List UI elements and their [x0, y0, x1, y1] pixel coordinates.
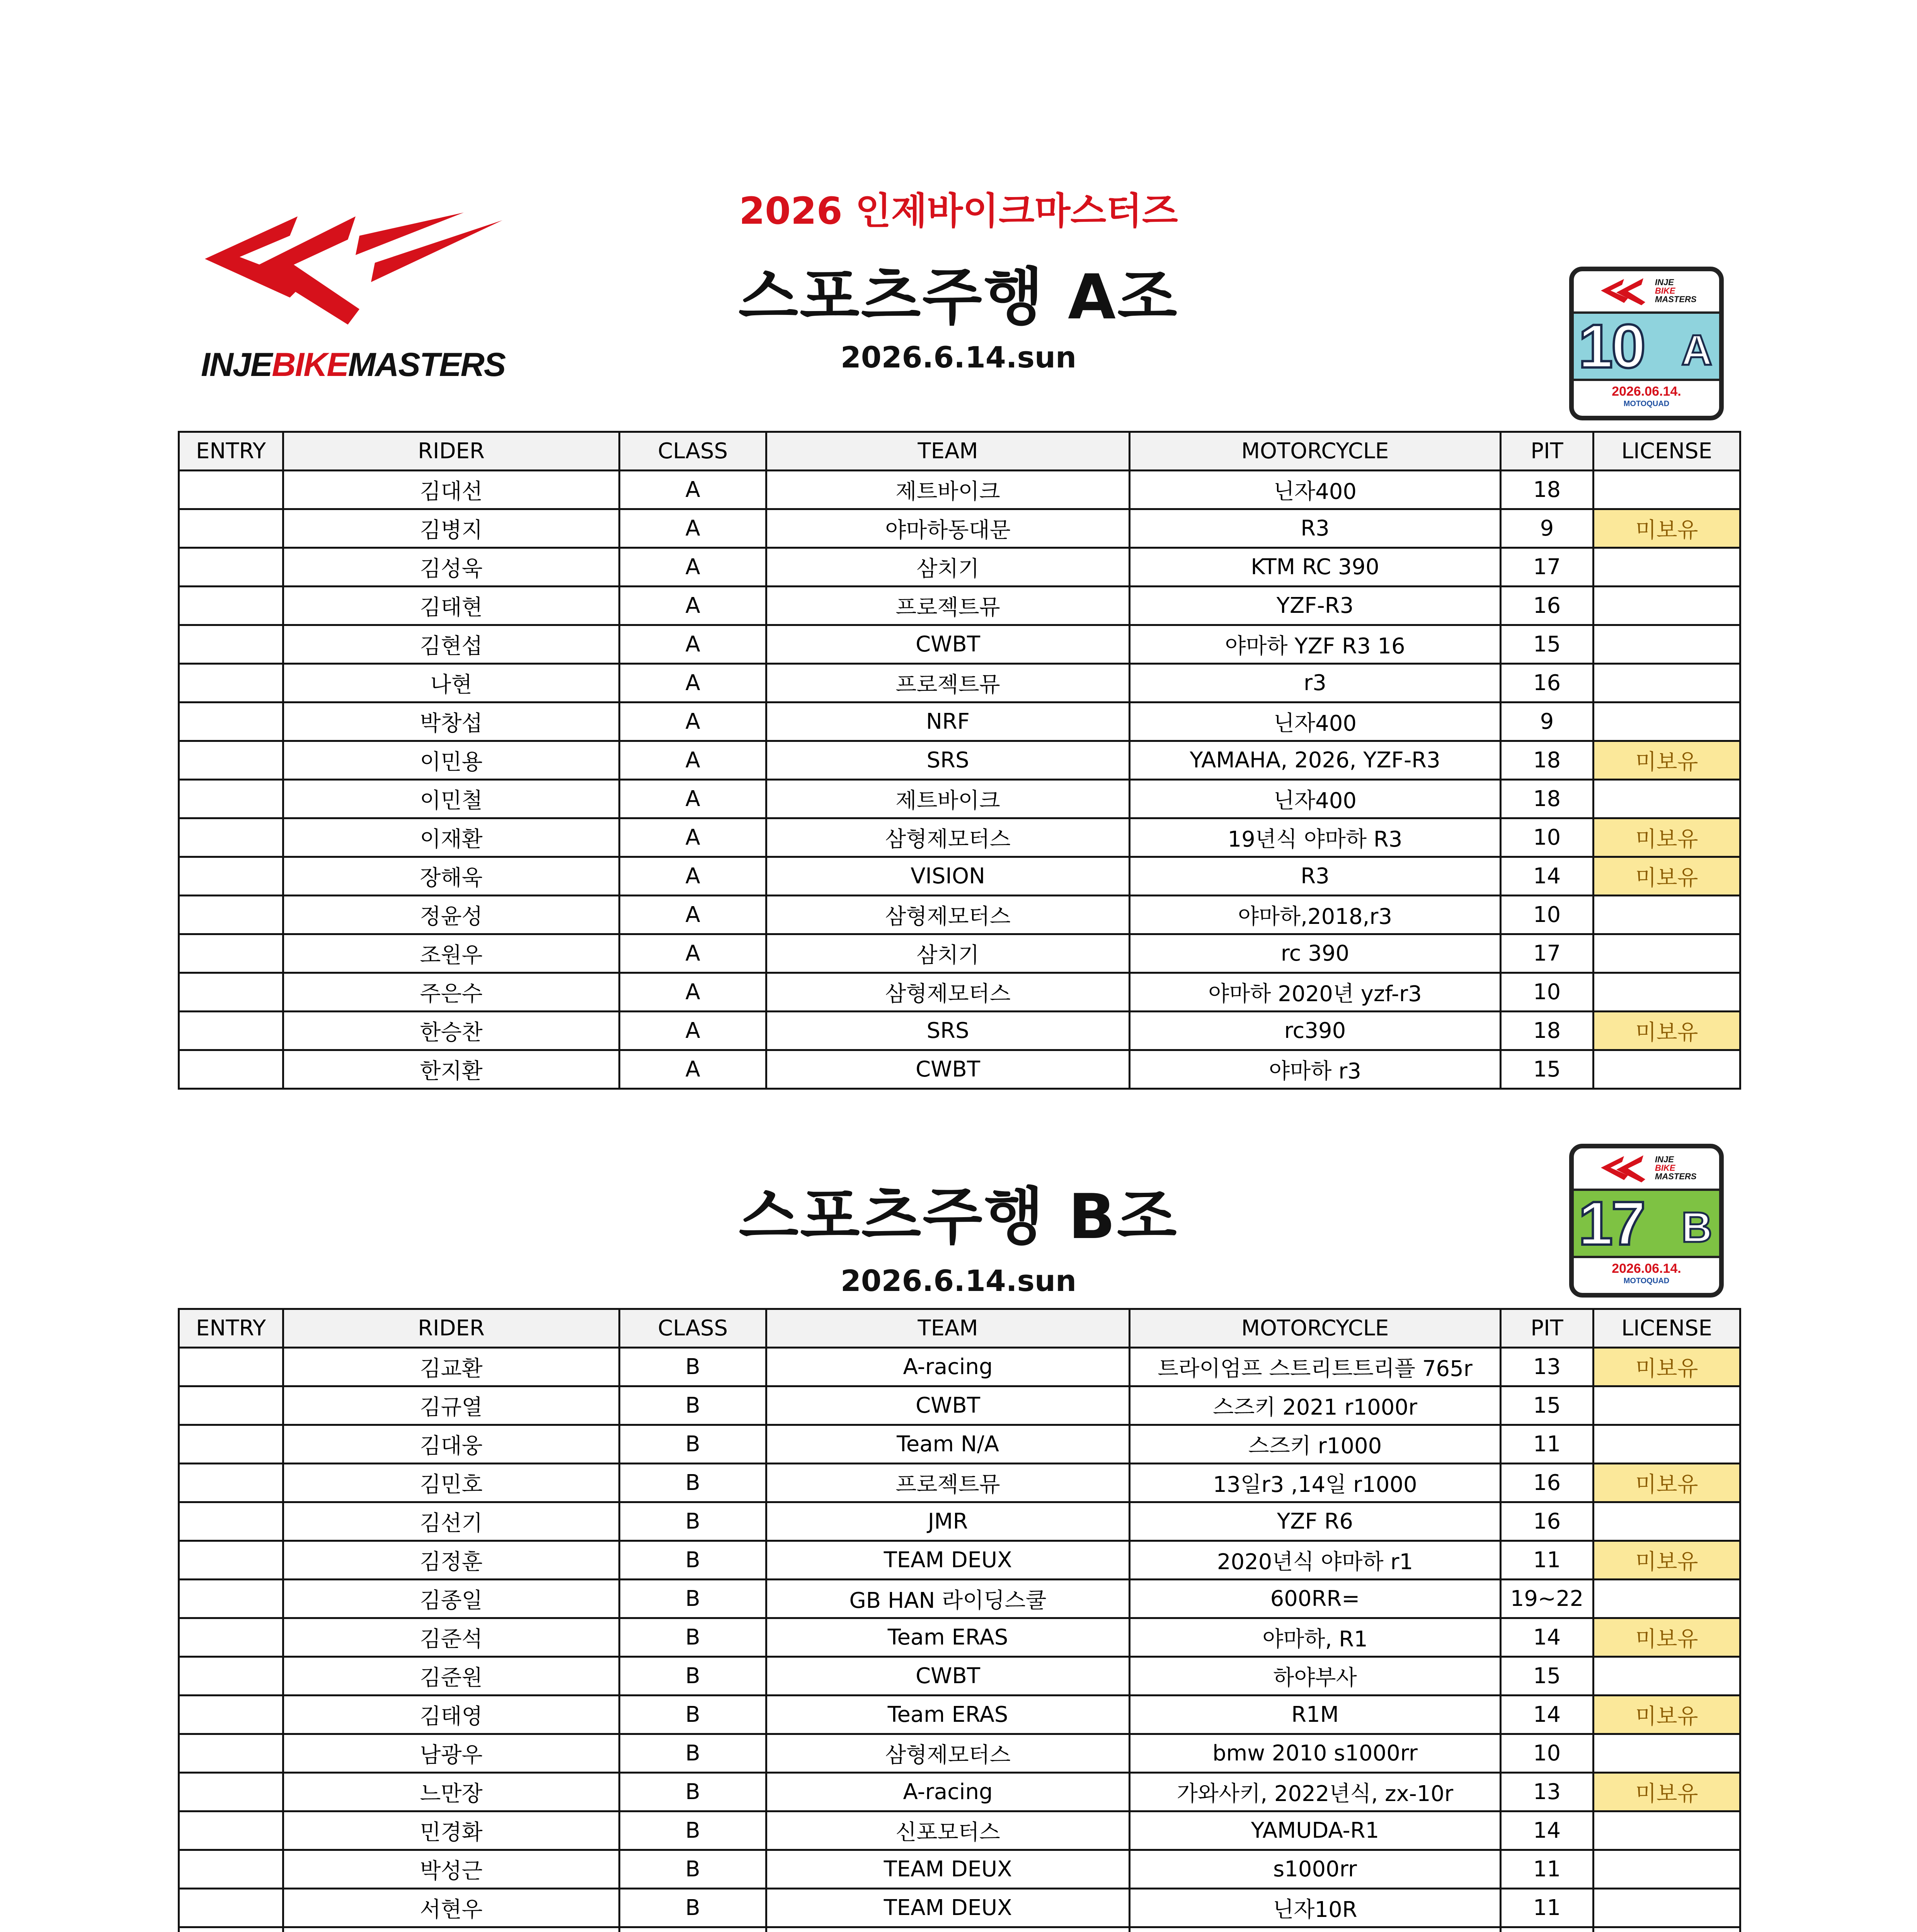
event-title: 2026 인제바이크마스터즈 [739, 189, 1178, 233]
cell-license [1594, 1811, 1740, 1850]
col-team: TEAM [766, 1309, 1130, 1348]
cell-class: A [620, 625, 766, 664]
cell-pit: 17 [1501, 548, 1594, 587]
cell-entry [179, 973, 283, 1012]
table-row [179, 1811, 1740, 1850]
table-row [179, 625, 1740, 664]
cell-motorcycle: YAMUDA-R1 [1130, 1811, 1501, 1850]
cell-license [1594, 1425, 1740, 1464]
cell-license [1594, 780, 1740, 818]
cell-pit: 11 [1501, 1850, 1594, 1889]
cell-license: 미보유 [1594, 1541, 1740, 1580]
table-row [179, 1927, 1740, 1932]
cell-pit: 13 [1501, 1348, 1594, 1386]
cell-team: CWBT [766, 625, 1130, 664]
col-class: CLASS [620, 1309, 766, 1348]
cell-motorcycle: 600RR= [1130, 1580, 1501, 1618]
cell-entry [179, 857, 283, 896]
cell-entry [179, 1811, 283, 1850]
cell-rider: 서현우 [283, 1889, 620, 1927]
cell-motorcycle: s1000rr [1130, 1850, 1501, 1889]
cell-motorcycle: 19년식 야마하 R3 [1130, 818, 1501, 857]
cell-team: 삼형제모터스 [766, 818, 1130, 857]
cell-rider: 김준원 [283, 1657, 620, 1696]
badge-number: 10 [1578, 311, 1644, 381]
cell-pit: 13 [1501, 1773, 1594, 1811]
cell-entry [179, 1696, 283, 1734]
cell-entry [179, 1773, 283, 1811]
cell-pit: 16 [1501, 587, 1594, 625]
cell-license [1594, 471, 1740, 509]
badge-letter: A [1681, 327, 1712, 374]
group-b-title: 스포츠주행 B조 [739, 1180, 1178, 1253]
cell-team: Team ERAS [766, 1618, 1130, 1657]
cell-team: 삼형제모터스 [766, 1734, 1130, 1773]
table-row [179, 1425, 1740, 1464]
cell-class: B [620, 1889, 766, 1927]
cell-pit: 18 [1501, 780, 1594, 818]
cell-class: A [620, 664, 766, 702]
badge-logo-text: INJE BIKE MASTERS [1655, 277, 1697, 304]
col-motorcycle: MOTORCYCLE [1130, 432, 1501, 471]
cell-class: B [620, 1464, 766, 1502]
table-row [179, 1464, 1740, 1502]
cell-team: 삼형제모터스 [766, 973, 1130, 1012]
col-pit: PIT [1501, 432, 1594, 471]
cell-class: A [620, 1012, 766, 1050]
col-license: LICENSE [1594, 1309, 1740, 1348]
cell-team: TEAM DEUX [766, 1541, 1130, 1580]
cell-entry [179, 1502, 283, 1541]
cell-license: 미보유 [1594, 1464, 1740, 1502]
cell-rider: 느만장 [283, 1773, 620, 1811]
cell-license: 미보유 [1594, 1696, 1740, 1734]
cell-entry [179, 1580, 283, 1618]
injebikemasters-logo [193, 209, 506, 386]
cell-class: B [620, 1657, 766, 1696]
cell-class: A [620, 780, 766, 818]
cell-license: 미보유 [1594, 1773, 1740, 1811]
cell-team: NRF [766, 702, 1130, 741]
cell-entry [179, 1348, 283, 1386]
cell-motorcycle: 하야부사 [1130, 1657, 1501, 1696]
cell-pit: 11 [1501, 1541, 1594, 1580]
cell-pit: 15 [1501, 1657, 1594, 1696]
cell-motorcycle: R3 [1130, 509, 1501, 548]
cell-rider: 정윤성 [283, 896, 620, 934]
badge-logo-icon [1601, 1152, 1655, 1183]
cell-pit: 14 [1501, 857, 1594, 896]
badge-letter: B [1681, 1204, 1712, 1251]
col-entry: ENTRY [179, 1309, 283, 1348]
table-row [179, 548, 1740, 587]
cell-rider: 한지환 [283, 1050, 620, 1089]
cell-team: CWBT [766, 1657, 1130, 1696]
cell-pit: 18 [1501, 1012, 1594, 1050]
cell-entry [179, 471, 283, 509]
cell-class: A [620, 741, 766, 780]
cell-license: 미보유 [1594, 1012, 1740, 1050]
cell-pit: 18 [1501, 471, 1594, 509]
cell-entry [179, 741, 283, 780]
cell-rider: 김병지 [283, 509, 620, 548]
cell-motorcycle: 야마하 r3 [1130, 1050, 1501, 1089]
cell-pit: 11 [1501, 1425, 1594, 1464]
cell-license: 미보유 [1594, 818, 1740, 857]
cell-entry [179, 625, 283, 664]
cell-rider: 김선기 [283, 1502, 620, 1541]
table-row [179, 1850, 1740, 1889]
table-row [179, 1734, 1740, 1773]
cell-entry [179, 1012, 283, 1050]
cell-rider [283, 1927, 620, 1932]
cell-team: TEAM DEUX [766, 1850, 1130, 1889]
cell-license [1594, 1050, 1740, 1089]
table-row [179, 934, 1740, 973]
cell-rider: 김태현 [283, 587, 620, 625]
cell-license: 미보유 [1594, 1348, 1740, 1386]
cell-class: B [620, 1850, 766, 1889]
col-rider: RIDER [283, 1309, 620, 1348]
table-header-row [179, 1309, 1740, 1348]
badge-logo-icon [1601, 275, 1655, 306]
cell-pit: 16 [1501, 1502, 1594, 1541]
cell-license [1594, 1580, 1740, 1618]
cell-entry [179, 1927, 283, 1932]
cell-team: Team ERAS [766, 1696, 1130, 1734]
table-row [179, 471, 1740, 509]
cell-license: 미보유 [1594, 509, 1740, 548]
cell-class: A [620, 548, 766, 587]
cell-motorcycle: YAMAHA, 2026, YZF-R3 [1130, 741, 1501, 780]
cell-pit: 14 [1501, 1811, 1594, 1850]
cell-entry [179, 587, 283, 625]
cell-license [1594, 587, 1740, 625]
cell-license [1594, 1927, 1740, 1932]
badge-number: 17 [1578, 1189, 1644, 1258]
table-row [179, 973, 1740, 1012]
cell-class: A [620, 973, 766, 1012]
cell-rider: 박창섭 [283, 702, 620, 741]
cell-license [1594, 664, 1740, 702]
cell-entry [179, 1541, 283, 1580]
cell-license [1594, 1734, 1740, 1773]
cell-class: B [620, 1618, 766, 1657]
cell-team: JMR [766, 1502, 1130, 1541]
cell-entry [179, 1386, 283, 1425]
cell-entry [179, 509, 283, 548]
cell-team: TEAM DEUX [766, 1889, 1130, 1927]
cell-class: A [620, 1050, 766, 1089]
cell-motorcycle: 닌자400 [1130, 471, 1501, 509]
table-header-row [179, 432, 1740, 471]
cell-rider: 한승찬 [283, 1012, 620, 1050]
cell-team: 삼치기 [766, 548, 1130, 587]
col-motorcycle: MOTORCYCLE [1130, 1309, 1501, 1348]
badge-sponsor: MOTOQUAD [1623, 400, 1670, 408]
cell-class: B [620, 1696, 766, 1734]
cell-motorcycle: r3 [1130, 664, 1501, 702]
group-a-table [178, 431, 1741, 1090]
cell-rider: 주은수 [283, 973, 620, 1012]
group-b-table [178, 1308, 1741, 1932]
cell-rider: 김대웅 [283, 1425, 620, 1464]
cell-rider: 이민용 [283, 741, 620, 780]
cell-license [1594, 934, 1740, 973]
logo-wing-icon [193, 209, 502, 348]
cell-team: SRS [766, 1012, 1130, 1050]
cell-team: 제트바이크 [766, 780, 1130, 818]
cell-class: A [620, 587, 766, 625]
cell-team: SRS [766, 741, 1130, 780]
group-a-title: 스포츠주행 A조 [738, 261, 1179, 333]
cell-class: A [620, 818, 766, 857]
cell-rider: 민경화 [283, 1811, 620, 1850]
cell-team: CWBT [766, 1386, 1130, 1425]
cell-team: 프로젝트뮤 [766, 664, 1130, 702]
cell-motorcycle: 닌자400 [1130, 702, 1501, 741]
cell-rider: 김민호 [283, 1464, 620, 1502]
badge-band [1574, 1189, 1719, 1258]
cell-team: 삼형제모터스 [766, 896, 1130, 934]
cell-license: 미보유 [1594, 741, 1740, 780]
col-license: LICENSE [1594, 432, 1740, 471]
cell-team: 삼치기 [766, 934, 1130, 973]
table-row [179, 1348, 1740, 1386]
col-team: TEAM [766, 432, 1130, 471]
cell-entry [179, 818, 283, 857]
cell-license [1594, 1657, 1740, 1696]
cell-team: 프로젝트뮤 [766, 587, 1130, 625]
cell-entry [179, 1050, 283, 1089]
cell-rider: 김교환 [283, 1348, 620, 1386]
group-b-date: 2026.6.14.sun [840, 1264, 1077, 1298]
table-row [179, 1386, 1740, 1425]
cell-class: B [620, 1502, 766, 1541]
cell-motorcycle: 트라이엄프 스트리트트리플 765r [1130, 1348, 1501, 1386]
cell-class: B [620, 1734, 766, 1773]
cell-motorcycle: R3 [1130, 857, 1501, 896]
col-class: CLASS [620, 432, 766, 471]
cell-class: A [620, 702, 766, 741]
cell-team: 프로젝트뮤 [766, 1464, 1130, 1502]
cell-pit [1501, 1927, 1594, 1932]
table-row [179, 1889, 1740, 1927]
cell-team: 신포모터스 [766, 1811, 1130, 1850]
cell-team: 제트바이크 [766, 471, 1130, 509]
badge-sponsor: MOTOQUAD [1623, 1277, 1670, 1285]
cell-class: A [620, 896, 766, 934]
cell-class: B [620, 1348, 766, 1386]
badge-date: 2026.06.14. [1612, 1261, 1681, 1276]
table-row [179, 857, 1740, 896]
cell-rider: 남광우 [283, 1734, 620, 1773]
cell-motorcycle: rc390 [1130, 1012, 1501, 1050]
cell-pit: 14 [1501, 1696, 1594, 1734]
cell-motorcycle: 야마하 2020년 yzf-r3 [1130, 973, 1501, 1012]
col-entry: ENTRY [179, 432, 283, 471]
table-row [179, 1502, 1740, 1541]
cell-team: A-racing [766, 1773, 1130, 1811]
cell-pit: 14 [1501, 1618, 1594, 1657]
cell-pit: 9 [1501, 702, 1594, 741]
cell-class: B [620, 1541, 766, 1580]
cell-pit: 18 [1501, 741, 1594, 780]
table-row [179, 1696, 1740, 1734]
cell-motorcycle: 야마하,2018,r3 [1130, 896, 1501, 934]
table-row [179, 1618, 1740, 1657]
cell-rider: 김태영 [283, 1696, 620, 1734]
cell-entry [179, 1889, 283, 1927]
cell-pit: 16 [1501, 664, 1594, 702]
cell-team: Team N/A [766, 1425, 1130, 1464]
cell-class: B [620, 1425, 766, 1464]
table-row [179, 702, 1740, 741]
badge-logo-text: INJE BIKE MASTERS [1655, 1155, 1697, 1181]
cell-rider: 박성근 [283, 1850, 620, 1889]
cell-motorcycle: KTM RC 390 [1130, 548, 1501, 587]
cell-motorcycle: 스즈키 2021 r1000r [1130, 1386, 1501, 1425]
cell-pit: 15 [1501, 625, 1594, 664]
cell-class: A [620, 934, 766, 973]
cell-license: 미보유 [1594, 857, 1740, 896]
table-row [179, 896, 1740, 934]
cell-class: A [620, 857, 766, 896]
cell-license [1594, 973, 1740, 1012]
cell-entry [179, 780, 283, 818]
cell-entry [179, 664, 283, 702]
cell-motorcycle: 2020년식 야마하 r1 [1130, 1541, 1501, 1580]
cell-license [1594, 1386, 1740, 1425]
cell-rider: 나현 [283, 664, 620, 702]
cell-motorcycle: YZF-R3 [1130, 587, 1501, 625]
cell-rider: 김정훈 [283, 1541, 620, 1580]
cell-motorcycle: YZF R6 [1130, 1502, 1501, 1541]
cell-motorcycle: 13일r3 ,14일 r1000 [1130, 1464, 1501, 1502]
cell-pit: 9 [1501, 509, 1594, 548]
cell-rider: 김준석 [283, 1618, 620, 1657]
col-rider: RIDER [283, 432, 620, 471]
cell-team [766, 1927, 1130, 1932]
cell-pit: 19~22 [1501, 1580, 1594, 1618]
table-row [179, 1580, 1740, 1618]
group-a-badge [1569, 267, 1724, 420]
cell-rider: 이민철 [283, 780, 620, 818]
cell-pit: 17 [1501, 934, 1594, 973]
cell-rider: 김대선 [283, 471, 620, 509]
col-pit: PIT [1501, 1309, 1594, 1348]
cell-pit: 11 [1501, 1889, 1594, 1927]
cell-class: B [620, 1811, 766, 1850]
table-row [179, 741, 1740, 780]
cell-license [1594, 625, 1740, 664]
cell-license [1594, 896, 1740, 934]
cell-rider: 김현섭 [283, 625, 620, 664]
table-row [179, 1012, 1740, 1050]
cell-motorcycle [1130, 1927, 1501, 1932]
cell-license [1594, 702, 1740, 741]
cell-entry [179, 548, 283, 587]
cell-team: GB HAN 라이딩스쿨 [766, 1580, 1130, 1618]
cell-pit: 15 [1501, 1050, 1594, 1089]
cell-motorcycle: bmw 2010 s1000rr [1130, 1734, 1501, 1773]
cell-entry [179, 1618, 283, 1657]
cell-motorcycle: 스즈키 r1000 [1130, 1425, 1501, 1464]
cell-license [1594, 1889, 1740, 1927]
table-row [179, 1050, 1740, 1089]
cell-class: B [620, 1773, 766, 1811]
cell-motorcycle: 야마하 YZF R3 16 [1130, 625, 1501, 664]
cell-motorcycle: rc 390 [1130, 934, 1501, 973]
badge-band [1574, 311, 1719, 381]
cell-pit: 10 [1501, 973, 1594, 1012]
cell-entry [179, 1734, 283, 1773]
table-row [179, 818, 1740, 857]
cell-class: B [620, 1580, 766, 1618]
cell-entry [179, 1464, 283, 1502]
cell-entry [179, 1850, 283, 1889]
table-row [179, 587, 1740, 625]
cell-rider: 김성욱 [283, 548, 620, 587]
table-row [179, 664, 1740, 702]
cell-license [1594, 1502, 1740, 1541]
cell-rider: 김종일 [283, 1580, 620, 1618]
table-row [179, 1657, 1740, 1696]
cell-class: B [620, 1386, 766, 1425]
cell-rider: 김규열 [283, 1386, 620, 1425]
cell-motorcycle: R1M [1130, 1696, 1501, 1734]
table-row [179, 509, 1740, 548]
cell-motorcycle: 닌자400 [1130, 780, 1501, 818]
group-a-date: 2026.6.14.sun [840, 340, 1077, 374]
cell-license [1594, 548, 1740, 587]
cell-rider: 장해욱 [283, 857, 620, 896]
table-row [179, 1541, 1740, 1580]
cell-pit: 10 [1501, 896, 1594, 934]
cell-class [620, 1927, 766, 1932]
table-row [179, 1773, 1740, 1811]
cell-class: A [620, 509, 766, 548]
cell-class: A [620, 471, 766, 509]
cell-motorcycle: 야마하, R1 [1130, 1618, 1501, 1657]
cell-pit: 15 [1501, 1386, 1594, 1425]
cell-team: VISION [766, 857, 1130, 896]
cell-entry [179, 896, 283, 934]
cell-motorcycle: 닌자10R [1130, 1889, 1501, 1927]
cell-team: A-racing [766, 1348, 1130, 1386]
cell-pit: 16 [1501, 1464, 1594, 1502]
badge-date: 2026.06.14. [1612, 384, 1681, 399]
cell-license [1594, 1850, 1740, 1889]
cell-entry [179, 934, 283, 973]
cell-rider: 조원우 [283, 934, 620, 973]
table-row [179, 780, 1740, 818]
cell-entry [179, 1425, 283, 1464]
cell-license: 미보유 [1594, 1618, 1740, 1657]
cell-entry [179, 702, 283, 741]
cell-team: 야마하동대문 [766, 509, 1130, 548]
cell-pit: 10 [1501, 818, 1594, 857]
cell-motorcycle: 가와사키, 2022년식, zx-10r [1130, 1773, 1501, 1811]
group-b-badge [1569, 1144, 1724, 1298]
cell-team: CWBT [766, 1050, 1130, 1089]
logo-text: INJEBIKEMASTERS [201, 346, 506, 383]
cell-rider: 이재환 [283, 818, 620, 857]
cell-pit: 10 [1501, 1734, 1594, 1773]
cell-entry [179, 1657, 283, 1696]
